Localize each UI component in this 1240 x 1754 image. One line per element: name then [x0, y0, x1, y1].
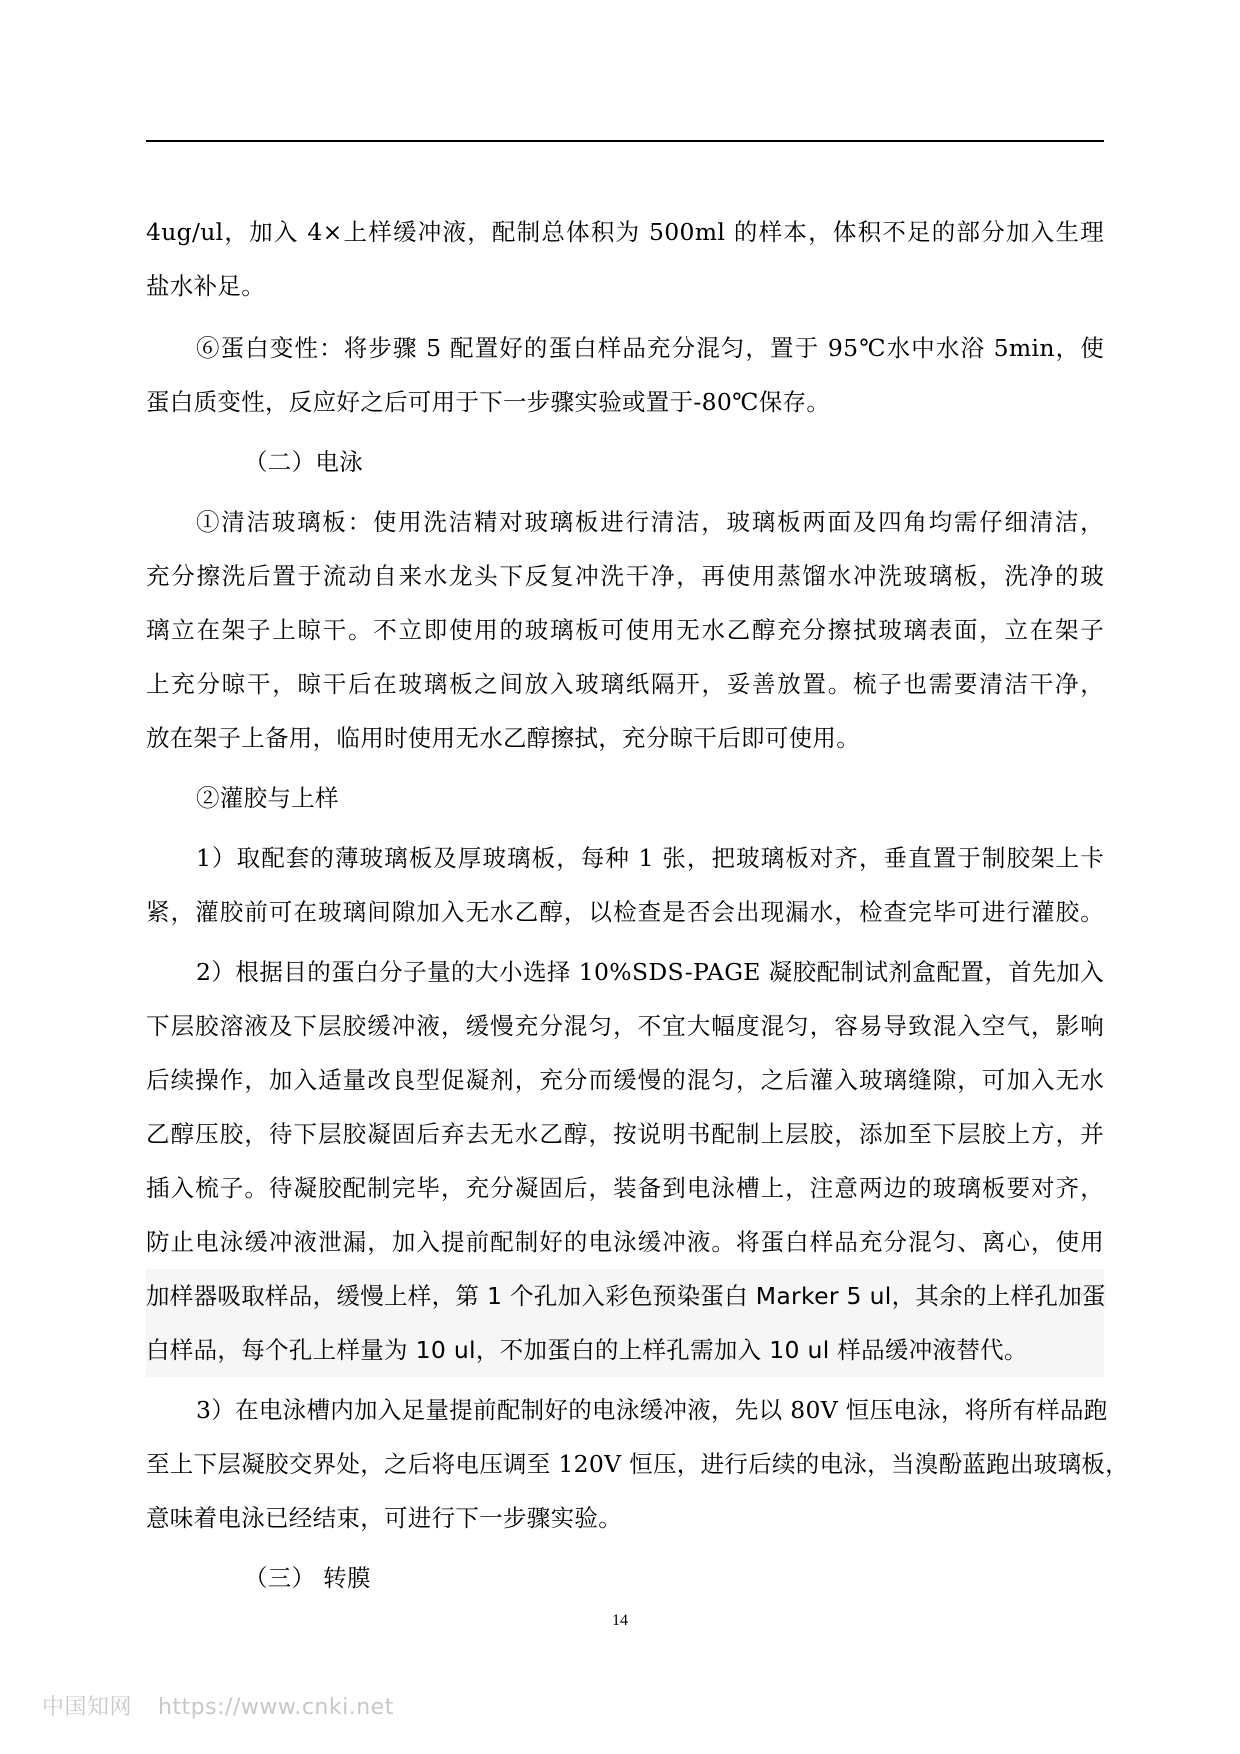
text-line: [146, 375, 1104, 429]
text-line-content: （三） 转膜: [244, 1564, 371, 1592]
text-line: [146, 1323, 1104, 1377]
text-line-content: ⑥蛋白变性：将步骤 5 配置好的蛋白样品充分混匀，置于 95℃水中水浴 5min，使: [196, 334, 1104, 362]
text-line-content: 盐水补足。: [146, 272, 265, 300]
text-line-content: 充分擦洗后置于流动自来水龙头下反复冲洗干净，再使用蒸馏水冲洗玻璃板，洗净的玻: [146, 562, 1104, 590]
text-line: [146, 435, 1104, 489]
text-line: [146, 1269, 1104, 1323]
text-line: [146, 711, 1104, 765]
text-line: [146, 1491, 1104, 1545]
text-line: [146, 1437, 1129, 1491]
text-line: [146, 885, 1104, 939]
text-line-content: 上充分晾干，晾干后在玻璃板之间放入玻璃纸隔开，妥善放置。梳子也需要清洁干净，: [146, 670, 1104, 698]
text-line: [146, 259, 1104, 313]
text-line-content: 乙醇压胶，待下层胶凝固后弃去无水乙醇，按说明书配制上层胶，添加至下层胶上方，并: [146, 1120, 1104, 1148]
text-line-content: 1）取配套的薄玻璃板及厚玻璃板，每种 1 张，把玻璃板对齐，垂直置于制胶架上卡: [196, 844, 1104, 872]
text-line: [146, 603, 1104, 657]
text-line-content: （二）电泳: [244, 448, 363, 476]
text-line-content: 下层胶溶液及下层胶缓冲液，缓慢充分混匀，不宜大幅度混匀，容易导致混入空气，影响: [146, 1012, 1104, 1040]
text-line: [146, 1107, 1104, 1161]
text-line: [146, 321, 1104, 375]
text-line: [146, 495, 1104, 549]
watermark-brand: 中国知网: [42, 1695, 133, 1720]
text-line-content: 璃立在架子上晾干。不立即使用的玻璃板可使用无水乙醇充分擦拭玻璃表面，立在架子: [146, 616, 1104, 644]
text-line-content: ②灌胶与上样: [196, 784, 339, 812]
text-line-content: ①清洁玻璃板：使用洗洁精对玻璃板进行清洁，玻璃板两面及四角均需仔细清洁，: [196, 508, 1104, 536]
text-line: [146, 1053, 1104, 1107]
text-line: [146, 205, 1104, 259]
text-line-content: 防止电泳缓冲液泄漏，加入提前配制好的电泳缓冲液。将蛋白样品充分混匀、离心，使用: [146, 1228, 1104, 1256]
text-line-content: 后续操作，加入适量改良型促凝剂，充分而缓慢的混匀，之后灌入玻璃缝隙，可加入无水: [146, 1066, 1104, 1094]
text-line: [146, 657, 1104, 711]
text-line-content: 蛋白质变性，反应好之后可用于下一步骤实验或置于-80℃保存。: [146, 388, 831, 416]
text-line-content: 4ug/ul，加入 4×上样缓冲液，配制总体积为 500ml 的样本，体积不足的部分加入生理: [146, 218, 1104, 246]
text-line-content: 意味着电泳已经结束，可进行下一步骤实验。: [146, 1504, 622, 1532]
text-line-content: 3）在电泳槽内加入足量提前配制好的电泳缓冲液，先以 80V 恒压电泳，将所有样品跑: [196, 1396, 1108, 1424]
text-line: [146, 1383, 1108, 1437]
header-rule: [146, 140, 1104, 142]
text-line: [146, 1215, 1104, 1269]
text-line: [146, 1551, 1104, 1605]
text-line: [146, 549, 1104, 603]
watermark-url: https://www.cnki.net: [158, 1695, 394, 1720]
text-line-content: 至上下层凝胶交界处，之后将电压调至 120V 恒压，进行后续的电泳，当溴酚蓝跑出玻璃板，: [146, 1450, 1129, 1478]
text-line: [146, 999, 1104, 1053]
watermark: [42, 1690, 394, 1721]
text-line: [146, 771, 1104, 825]
text-line-content: 白样品，每个孔上样量为 10 ul，不加蛋白的上样孔需加入 10 ul 样品缓冲液替代。: [146, 1336, 1028, 1364]
text-line-content: 插入梳子。待凝胶配制完毕，充分凝固后，装备到电泳槽上，注意两边的玻璃板要对齐，: [146, 1174, 1104, 1202]
text-line-content: 紧，灌胶前可在玻璃间隙加入无水乙醇，以检查是否会出现漏水，检查完毕可进行灌胶。: [146, 898, 1104, 926]
text-line-content: 放在架子上备用，临用时使用无水乙醇擦拭，充分晾干后即可使用。: [146, 724, 860, 752]
document-body: [146, 205, 1129, 1605]
page-number: 14: [612, 1612, 628, 1629]
text-line-content: 2）根据目的蛋白分子量的大小选择 10%SDS-PAGE 凝胶配制试剂盒配置，首先加入: [196, 958, 1104, 986]
text-line: [146, 831, 1104, 885]
text-line: [146, 1161, 1104, 1215]
text-line: [146, 945, 1104, 999]
text-line-content: 加样器吸取样品，缓慢上样，第 1 个孔加入彩色预染蛋白 Marker 5 ul，其余的上样孔加蛋: [146, 1282, 1106, 1310]
